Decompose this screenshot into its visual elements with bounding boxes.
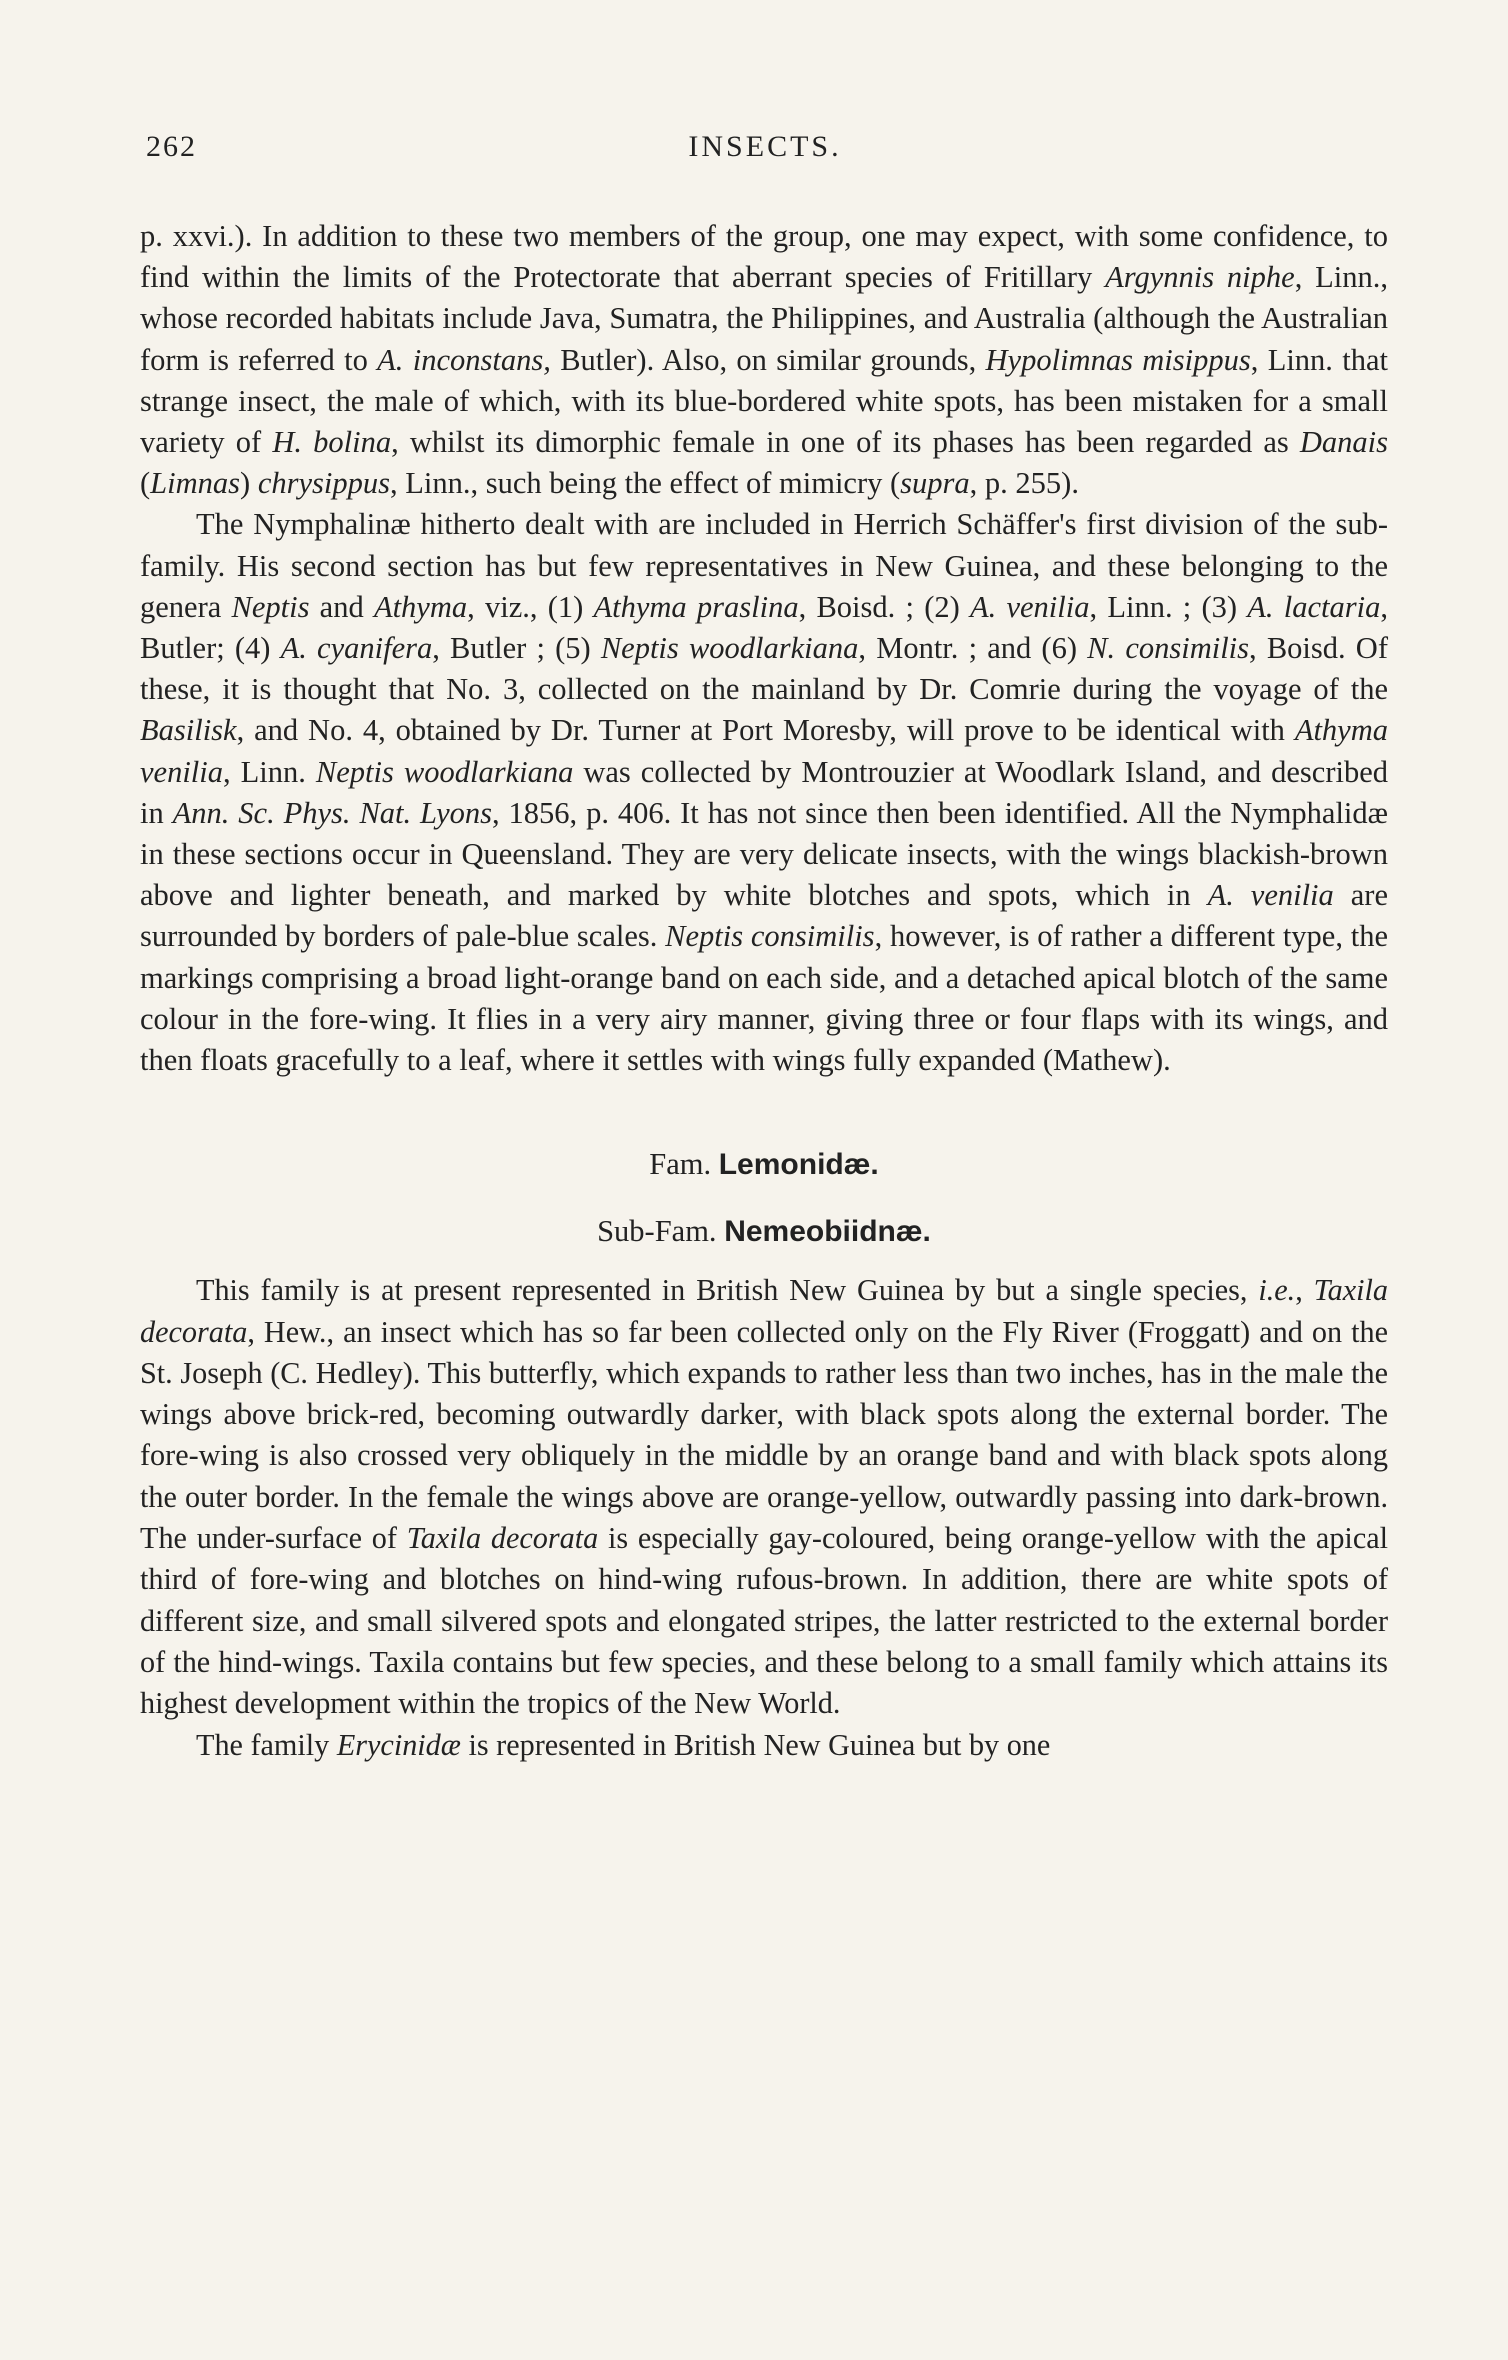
p2-text-4: , Boisd. ; (2) (798, 589, 970, 624)
p3-text-1: This family is at present represented in British New Guinea by but a single species, (196, 1273, 1259, 1308)
p2-text-9: , Boisd. Of these, it is thought that No. 3, collected on the mainland by Dr. Comrie during the voyage of the (140, 631, 1388, 707)
p2-text-12: was collected by Montrouzier at Woodlark Island, and described in (140, 754, 1388, 830)
p2-species-n-consimilis: N. consimilis (1087, 631, 1250, 666)
p2-ship-basilisk: Basilisk (140, 713, 237, 748)
p2-text-13: , 1856, p. 406. It has not since then been identified. All the Nymphalidæ in these sections occur in Queensland. They are very delicate insects, with the wings blackish-brown above and lighter beneath, and marked by white blotches and spots, which in (140, 795, 1388, 913)
p3-species-taxila-decorata-2: Taxila decorata (406, 1521, 599, 1556)
p2-species-athyma-venilia: Athyma venilia (140, 713, 1388, 789)
p2-species-a-cyanifera: A. cyanifera (280, 631, 433, 666)
p1-text-5: , whilst its dimorphic female in one of its phases has been regarded as (391, 425, 1300, 460)
p1-species-h-bolina: H. bolina (272, 425, 392, 460)
p4-family-erycinidae: Erycinidæ (336, 1727, 461, 1762)
body-text (140, 216, 1388, 1766)
p2-text-11: , Linn. (223, 754, 316, 789)
p1-subgenus-limnas: Limnas (150, 466, 241, 501)
subfamily-heading (140, 1211, 1388, 1252)
p2-text-14: are surrounded by borders of pale-blue scales. (140, 878, 1388, 954)
p1-text-6: ( (140, 466, 151, 501)
p2-text-2: and (309, 589, 374, 624)
p2-genus-neptis: Neptis (231, 589, 310, 624)
p2-text-10: , and No. 4, obtained by Dr. Turner at Port Moresby, will prove to be identical with (236, 713, 1295, 748)
subfamily-name: Nemeobiidnæ. (724, 1215, 931, 1249)
p2-journal-citation: Ann. Sc. Phys. Nat. Lyons (172, 795, 493, 830)
p2-species-a-venilia: A. venilia (970, 589, 1090, 624)
p1-species-argynnis-niphe: Argynnis niphe (1105, 260, 1295, 295)
p2-species-athyma-praslina: Athyma praslina (593, 589, 799, 624)
p3-term-ie: i.e. (1258, 1273, 1296, 1308)
p2-text-1: The Nymphalinæ hitherto dealt with are included in Herrich Schäffer's first division of the sub-family. His second section has but few representatives in New Guinea, and these belonging to the genera (140, 507, 1388, 624)
p3-text-3: , Hew., an insect which has so far been collected only on the Fly River (Froggatt) and on the St. Joseph (C. Hedley). This butterfly, which expands to rather less than two inches, has in the male the wings above brick-red, becoming outwardly darker, with black spots along the external border. The fore-wing is also crossed very obliquely in the middle by an orange band and with black spots along the outer border. In the female the wings above are orange-yellow, outwardly passing into dark-brown. The under-surface of (140, 1314, 1388, 1556)
p1-term-supra: supra (900, 466, 970, 501)
p1-text-2: , Linn., whose recorded habitats include Java, Sumatra, the Philippines, and Australia (although the Australian form is referred to (140, 260, 1388, 377)
p2-species-a-lactaria: A. lactaria (1247, 589, 1381, 624)
p1-genus-danais: Danais (1299, 425, 1388, 460)
p2-species-a-venilia-2: A. venilia (1207, 878, 1334, 913)
family-heading (140, 1144, 1388, 1185)
p4-text-1: The family (196, 1727, 337, 1762)
p1-text-1: p. xxvi.). In addition to these two members of the group, one may expect, with some confidence, to find within the limits of the Protectorate that aberrant species of Fritillary (140, 219, 1388, 295)
paragraph-3 (140, 1270, 1388, 1724)
p2-genus-athyma: Athyma (373, 589, 468, 624)
p3-species-taxila-decorata: Taxila decorata (140, 1273, 1388, 1349)
p3-text-4: is especially gay-coloured, being orange-yellow with the apical third of fore-wing and blotches on hind-wing rufous-brown. In addition, there are white spots of different size, and small silvered spots and elongated stripes, the latter restricted to the external border of the hind-wings. Taxila contains but few species, and these belong to a small family which attains its highest development within the tropics of the New World. (140, 1521, 1389, 1721)
paragraph-2 (140, 504, 1388, 1081)
p4-text-2: is represented in British New Guinea but by one (460, 1727, 1051, 1762)
p1-text-9: , p. 255). (969, 466, 1079, 501)
p1-species-hypolimnas-misippus: Hypolimnas misippus (985, 342, 1251, 377)
running-title: INSECTS. (688, 130, 842, 163)
p1-text-7: ) (240, 466, 258, 501)
subfamily-prefix: Sub-Fam. (597, 1214, 717, 1249)
family-prefix: Fam. (649, 1147, 712, 1182)
p1-species-chrysippus: chrysippus (257, 466, 390, 501)
p2-species-neptis-consimilis: Neptis consimilis (665, 919, 875, 954)
p2-text-15: , however, is of rather a different type, the markings comprising a broad light-orange band on each side, and a detached apical blotch of the same colour in the fore-wing. It flies in a very airy manner, giving three or four flaps with its wings, and then floats gracefully to a leaf, where it settles with wings fully expanded (Mathew). (140, 919, 1388, 1078)
family-name: Lemonidæ. (718, 1148, 879, 1182)
paragraph-1 (140, 216, 1388, 504)
running-head (146, 130, 1384, 180)
p1-text-4: , Linn. that strange insect, the male of which, with its blue-bordered white spots, has been mistaken for a small variety of (140, 342, 1388, 460)
p2-text-6: , Butler; (4) (140, 589, 1388, 666)
p2-text-7: , Butler ; (5) (432, 631, 601, 666)
p2-species-neptis-woodlarkiana: Neptis woodlarkiana (600, 631, 859, 666)
p1-text-3: Butler). Also, on similar grounds, (550, 342, 986, 377)
p2-species-neptis-woodlarkiana-2: Neptis woodlarkiana (315, 754, 574, 789)
p3-text-2: , (1295, 1273, 1314, 1308)
p2-text-5: , Linn. ; (3) (1089, 589, 1248, 624)
page-number: 262 (146, 130, 197, 163)
p1-species-a-inconstans: A. inconstans, (377, 342, 551, 377)
p1-text-8: , Linn., such being the effect of mimicry ( (389, 466, 901, 501)
p2-text-8: , Montr. ; and (6) (858, 631, 1088, 666)
p2-text-3: , viz., (1) (467, 589, 594, 624)
paragraph-4 (140, 1725, 1388, 1766)
